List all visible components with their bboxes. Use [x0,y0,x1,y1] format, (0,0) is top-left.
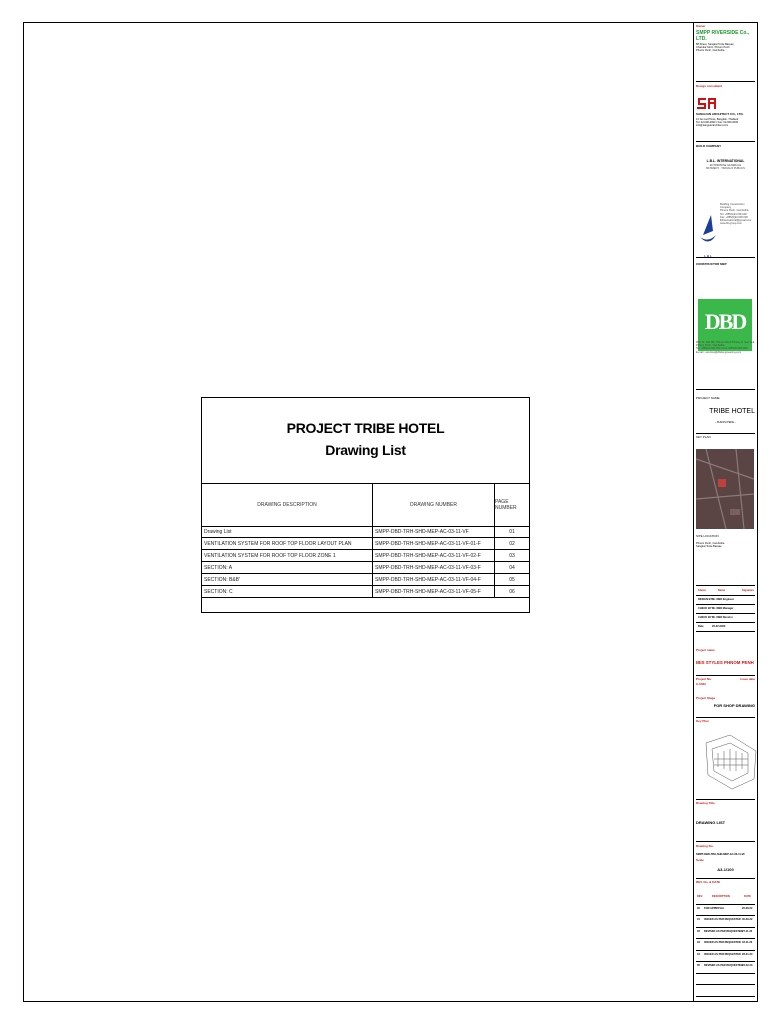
build-sub-line: BATIMENT - TRAVAUX PUBLICS [706,167,745,171]
design-consultant-address [696,118,755,128]
signature-row [696,614,755,623]
signature-row [696,596,755,605]
divider [696,799,755,800]
divider [696,878,755,879]
rev-no: 02 [697,929,700,933]
contractor-address-line: #66, St. 336, BK, Phnom Penh Thmey, K. Sen Sok, [696,341,755,344]
divider [696,717,755,718]
rev-desc: ISSUED AS PER REQUESTED [704,918,741,921]
project-stage-label: Project Stage [696,696,716,700]
drawing-no-label: Drawing No. [696,844,714,848]
revision-table [696,893,755,997]
issue-date-label: Issue date [740,677,755,681]
build-address-line: Fax: +855(0)23 000 000 [720,215,748,219]
revision-row [696,928,755,940]
table-row [202,562,529,574]
title-block [694,22,758,1002]
contractor-address-line: Phnom Penh, Cambodia [696,344,725,348]
sig-name: 22-02-2023 [712,625,726,628]
design-address-line: info@sanguanarchitect.com [696,124,729,128]
project-no-label: Project No. [696,677,712,681]
revision-header [696,893,755,905]
column-headers [202,483,529,527]
project-full-name: IBIS STYLES PHNOM PENH [696,660,754,665]
table-row [202,586,529,598]
row-drawing-number: SMPP-DBD-TRH-SHD-MEP-AC-03-11-VF-05-F [373,586,495,597]
row-page: 03 [509,552,515,559]
project-location: - PHNOM PENH - [715,421,736,424]
project-no: C-0022 [696,682,706,686]
scale-label: Scale [696,858,704,862]
revision-label: REV. No. & DATE [696,880,721,884]
drawing-title-label: Drawing Title [696,801,715,805]
rev-date: 20-08-22 [742,906,753,910]
project-name-label-2: Project name [696,648,715,652]
design-consultant-name: SANGUAN ARCHITECT CO., LTD. [696,112,744,116]
owner-address-line: 88 Street, Sangkat Tonle Bassac, [696,43,735,46]
rev-date: 30-09-22 [742,918,753,921]
col-drawing-number: DRAWING NUMBER [373,483,495,526]
design-address-line: 12 Soi Lat Phrao, Bangkok, Thailand [696,118,739,121]
key-map-label: Key Plan [696,719,709,723]
divider [696,141,755,142]
build-sub-line: ENTREPRISE GENERALE [709,164,742,167]
contractor-address [696,341,755,354]
build-address-line: www.lbl-group.com [720,222,742,226]
revision-row [696,962,755,974]
owner-name: SMPP RIVERSIDE Co., LTD. [696,30,750,43]
project-name-label: PROJECT NAME: [696,396,721,400]
rev-desc: FOR APPROVAL [704,906,725,910]
rev-no: 04 [697,952,700,956]
drawing-no: SMPP-DBD-TRH-SHD-MEP-AC-03-11-VF [696,853,745,856]
rev-date: 03-11-22 [742,941,753,944]
owner-label: Owner [696,24,706,28]
lbl-logo-text: L B L [704,253,712,258]
rev-desc: REVISED AS PER REQUESTED [704,964,743,967]
sig-col-signature: Signature [742,589,754,592]
revision-row [696,916,755,928]
sig-status: DESIGN BY [698,598,713,601]
rev-no: 01 [697,918,700,921]
sa-logo-icon [696,95,718,111]
revision-row [696,951,755,963]
key-plan-label: KEY PLAN [696,435,711,439]
site-location-label: SITE LOCATION [696,534,719,538]
signature-row [696,605,755,614]
site-address-line: Sangkat Tonle Bassac [696,545,722,549]
sig-name: Mr. DBD Manager [712,607,734,610]
key-map-drawing [704,729,758,797]
sig-status: CHECK BY [698,607,712,610]
rev-desc: REVISED AS PER REQUESTED [704,929,743,933]
dbd-logo-text: DBD [704,309,746,334]
drawing-list-table [201,397,530,613]
drawing-title: DRAWING LIST [696,820,726,825]
divider [696,841,755,842]
sig-status: Date [698,625,704,628]
build-company-name: L.B.L. INTERNATIONAL [706,159,745,163]
divider [696,81,755,82]
revision-row [696,905,755,917]
row-description: VENTILATION SYSTEM FOR ROOF TOP FLOOR LAYOUT PLAN [202,538,373,549]
lbl-logo-icon [699,213,717,261]
design-consultant-label: Design consultant [696,84,723,88]
divider [696,675,755,676]
design-address-line: Tel: 02-000-0000 / Fax: 02-000-0000 [696,121,739,125]
contractor-address-line: Tel : (855)23 000 000 / Fax: (855)23 000 000 [696,347,748,351]
divider [696,433,755,434]
row-description: VENTILATION SYSTEM FOR ROOF TOP FLOOR ZONE 1 [202,550,373,561]
site-aerial-image [696,449,754,529]
row-drawing-number: SMPP-DBD-TRH-SHD-MEP-AC-03-11-VF-04-F [373,574,495,585]
build-company-sub [696,164,755,170]
table-row [202,526,529,538]
revision-row-empty [696,974,755,986]
rev-desc: ISSUED AS PER REQUESTED [704,952,741,956]
build-address-line: Phnom Penh, Cambodia [720,209,749,213]
table-row [202,538,529,550]
sig-status: CHECK BY [698,616,712,619]
rev-date: 28-01-23 [742,952,753,956]
contractor-label: CONSTRUCTOR MEP [696,262,727,266]
row-drawing-number: SMPP-DBD-TRH-SHD-MEP-AC-03-11-VF-02-F [373,550,495,561]
divider [696,389,755,390]
row-description: Drawing List [202,526,373,537]
drawing-list-header [202,398,529,484]
rev-date: 22-02-23 [742,964,753,967]
divider [696,585,755,586]
revision-row-empty [696,985,755,997]
table-row [202,574,529,586]
build-company-label: BUILD COMPANY [696,144,722,148]
col-description: DRAWING DESCRIPTION [202,483,373,526]
row-page: 05 [509,576,515,583]
drawing-list-subtitle: Drawing List [325,442,406,458]
sig-name: Mr. DBD Engineer [712,598,734,601]
owner-address [696,43,755,53]
row-description: SECTION: C [202,586,373,597]
row-drawing-number: SMPP-DBD-TRH-SHD-MEP-AC-03-11-VF-01-F [373,538,495,549]
rev-no: 03 [697,941,700,944]
scale: A3-1/100 [717,867,734,872]
rev-no: 00 [697,906,700,910]
sig-name: Mr. DBD Director [712,616,733,619]
sig-col-name: Name [718,589,726,592]
rev-date: 27-11-22 [742,929,753,933]
row-description: SECTION: A [202,562,373,573]
col-page-number: PAGE NUMBER [495,498,517,511]
project-title: PROJECT TRIBE HOTEL [286,420,445,436]
rev-col-date: DATE [744,895,751,898]
revision-row [696,939,755,951]
owner-address-line: Chamkar Morn, Phnom Penh [696,46,730,50]
contractor-address-line: E-mail : services@dbdengineering.com [696,350,742,354]
row-page: 06 [509,588,515,595]
site-address-line: Phnom Penh, Cambodia [696,542,725,545]
build-address-line: lblinternational@gmail.com [720,219,752,223]
sig-col-status: Status [698,589,706,592]
row-page: 01 [509,528,515,535]
owner-address-line: Phnom Penh, Cambodia [696,49,725,53]
project-stage: FOR SHOP DRAWING [713,703,755,708]
rev-desc: ISSUED AS PER REQUESTED [704,941,741,944]
row-page: 02 [509,540,515,547]
rev-no: 05 [697,964,700,967]
rev-col-no: REV. [697,895,703,898]
build-address-line: Tel: +855(0)23 000 000 [720,212,747,216]
row-drawing-number: SMPP-DBD-TRH-SHD-MEP-AC-03-11-VF [373,526,495,537]
build-company-address [720,203,755,226]
rev-col-desc: DESCRIPTION [712,895,730,898]
signature-row [696,623,755,632]
row-description: SECTION: B&B' [202,574,373,585]
row-drawing-number: SMPP-DBD-TRH-SHD-MEP-AC-03-11-VF-03-F [373,562,495,573]
row-page: 04 [509,564,515,571]
project-name: TRIBE HOTEL [709,408,755,415]
signature-header [696,587,755,596]
build-address-line: Building Construction Company [720,203,745,210]
signature-table [696,587,755,632]
site-address [696,542,755,548]
table-row [202,550,529,562]
